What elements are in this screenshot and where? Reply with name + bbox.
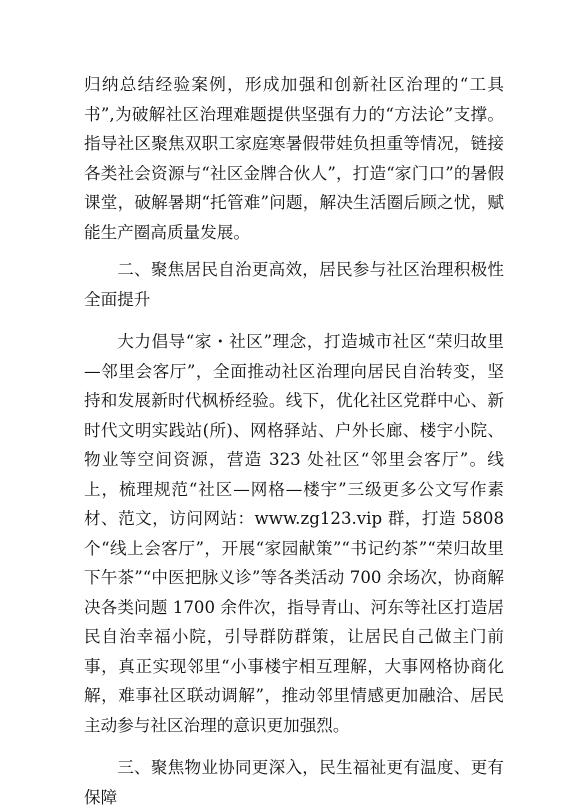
spacer	[84, 247, 504, 255]
document-body	[84, 70, 504, 812]
spacer	[84, 314, 504, 327]
section-heading-3: 三、聚焦物业协同更深入，民生福祉更有温度、更有保障	[84, 758, 504, 807]
paragraph-2: 大力倡导“家・社区”理念，打造城市社区“荣归故里—邻里会客厅”，全面推动社区治理向居民自治转变，坚持和发展新时代枫桥经验。线下，优化社区党群中心、新时代文明实践站(所)、网格驿站、户外长廊、楼宇小院、物业等空间资源，营造 323 处社区“邻里会客厅”。线上，梳理规范“社区—网格—楼宇”三级更多公文写作素材、范文，访问网站：www.zg123.vip 群，打造 5808 个“线上会客厅”，开展“家园献策”“书记约茶”“荣归故里下午茶”“中医把脉义诊”等各类活动 700 余场次，协商解决各类问题 1700 余件次，指导青山、河东等社区打造居民自治幸福小院，引导群防群策，让居民自己做主门前事，真正实现邻里“小事楼宇相互理解，大事网格协商化解，难事社区联动调解”，推动邻里情感更加融洽、居民主动参与社区治理的意识更加强烈。	[84, 332, 504, 735]
section-heading-2: 二、聚焦居民自治更高效，居民参与社区治理积极性全面提升	[84, 260, 504, 309]
paragraph-1: 归纳总结经验案例，形成加强和创新社区治理的“工具书”,为破解社区治理难题提供坚强有力的“方法论”支撑。指导社区聚焦双职工家庭寒暑假带娃负担重等情况，链接各类社会资源与“社区金牌合伙人”，打造“家门口”的暑假课堂，破解暑期“托管难”问题，解决生活圈后顾之忧，赋能生产圈高质量发展。	[84, 75, 504, 242]
spacer	[84, 740, 504, 753]
